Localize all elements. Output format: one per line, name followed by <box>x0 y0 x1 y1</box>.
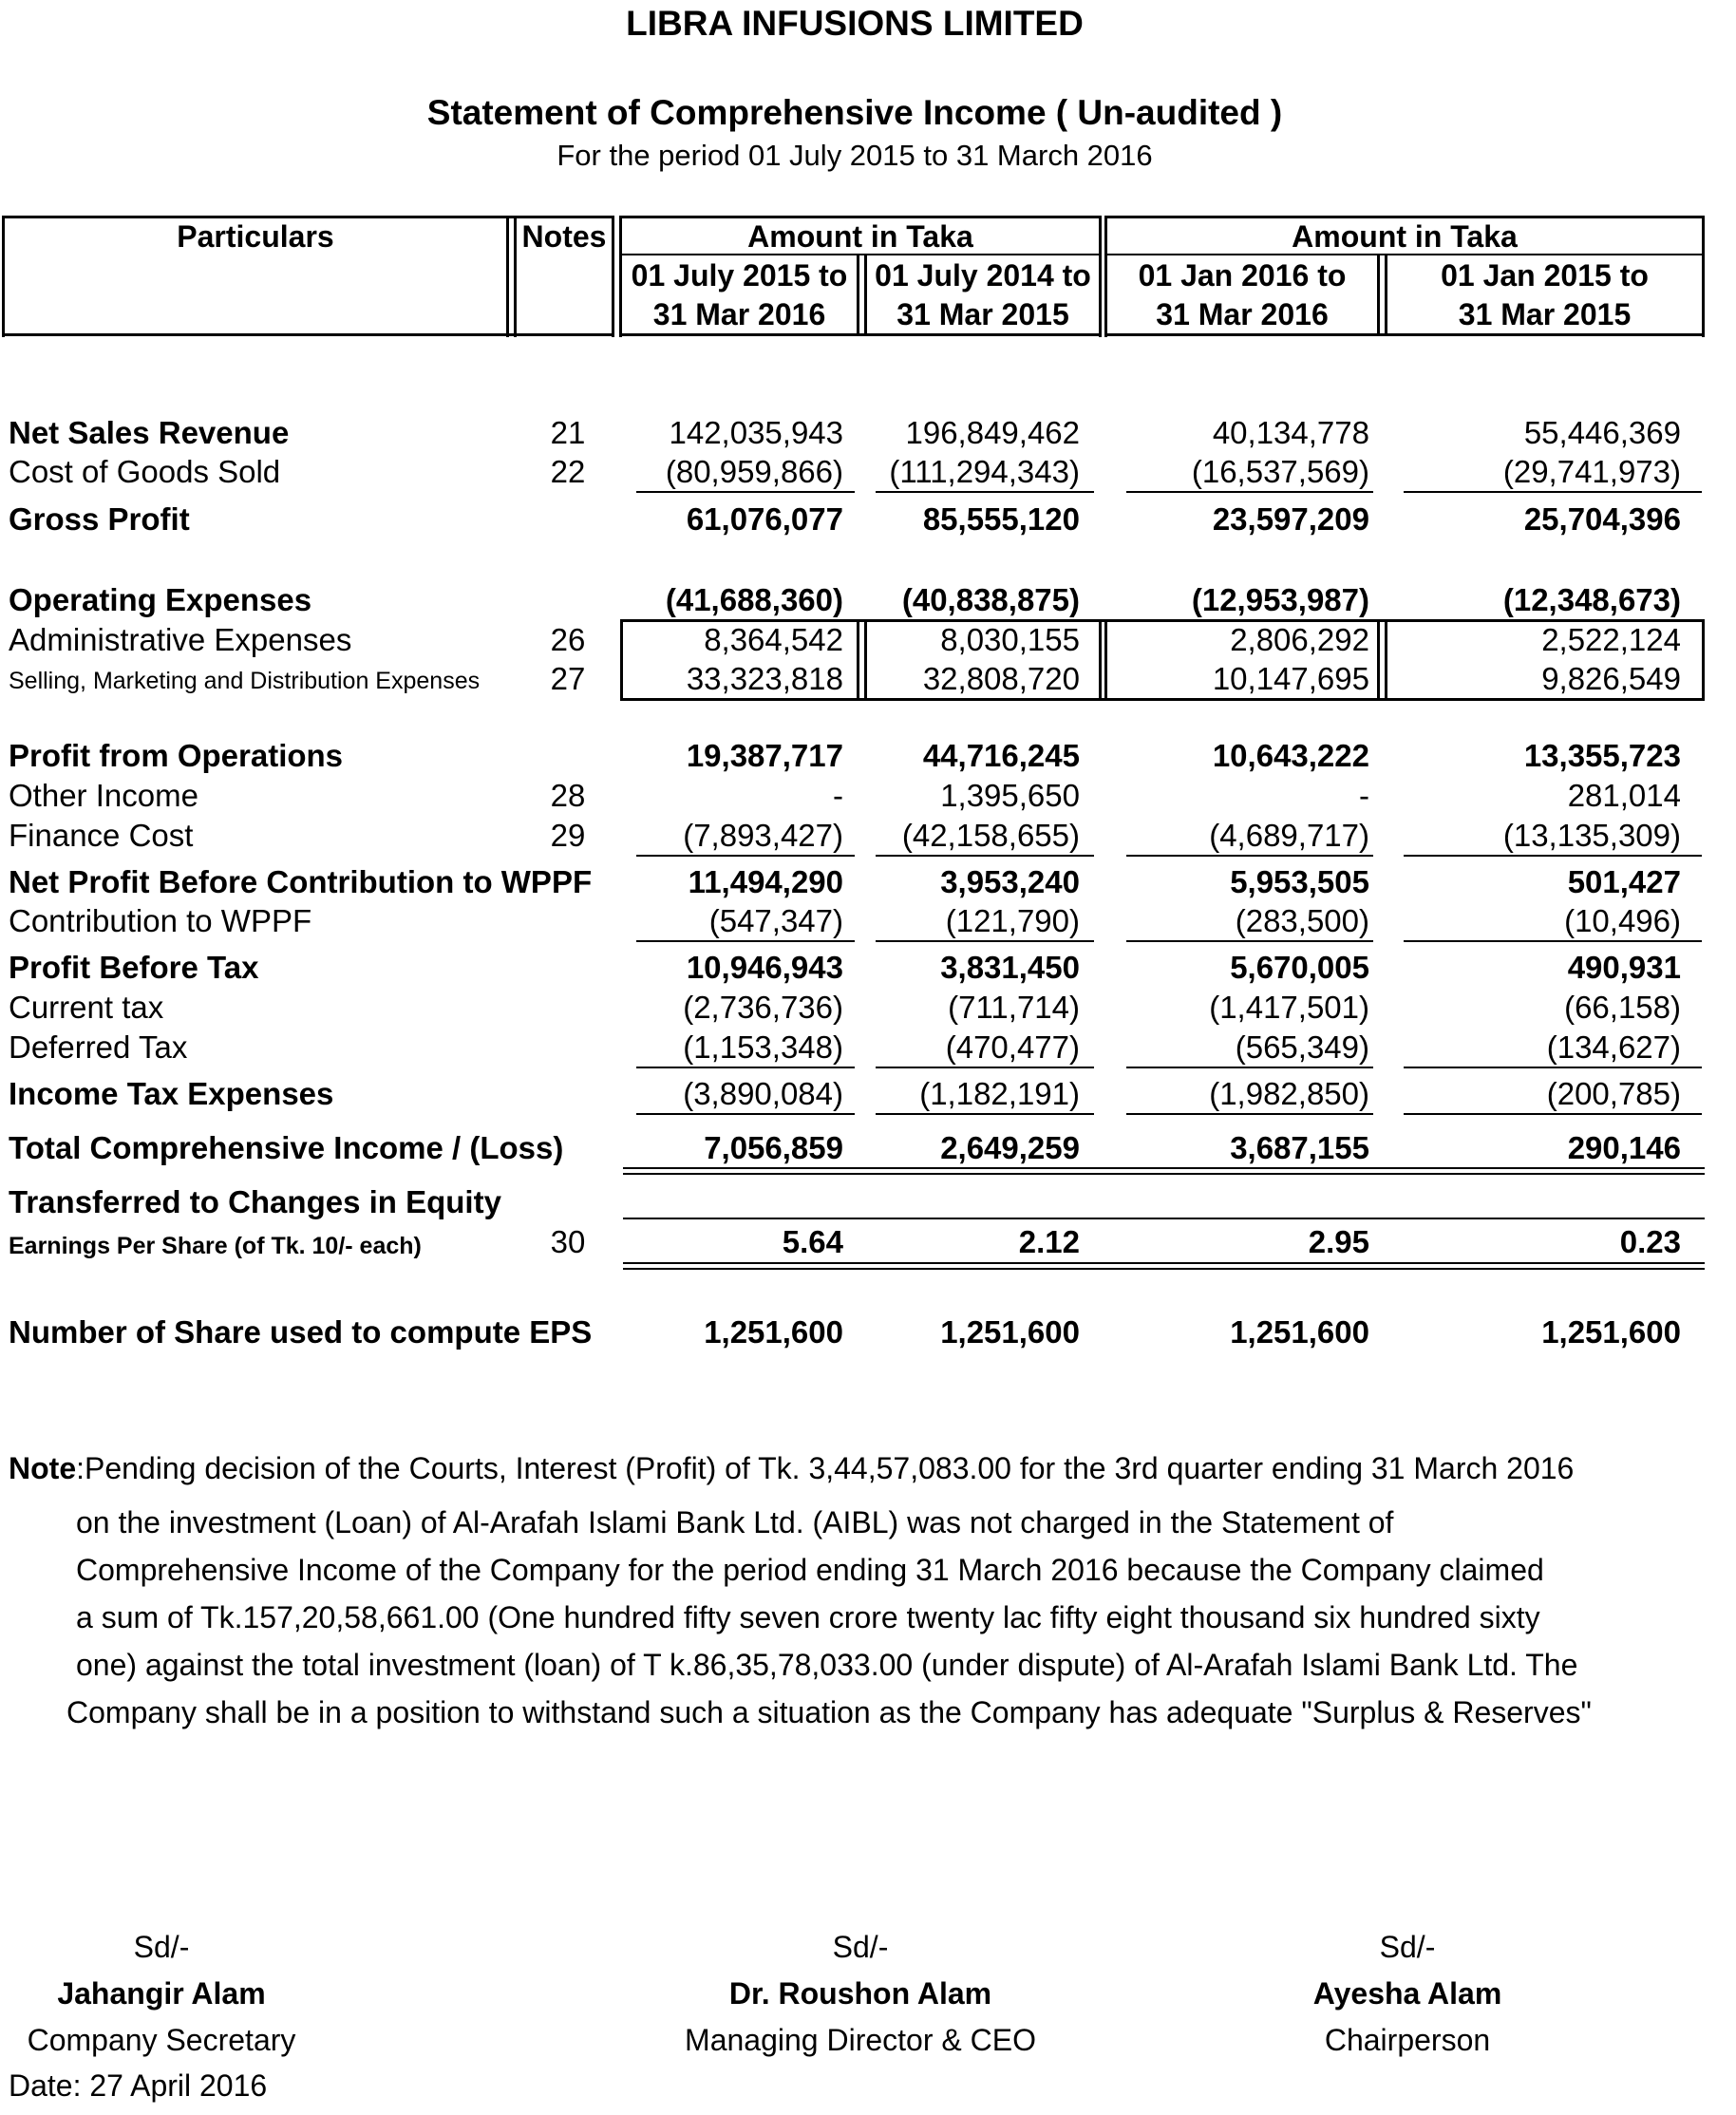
value-col2: 32,808,720 <box>922 661 1080 696</box>
value-col4: (66,158) <box>1564 990 1681 1025</box>
signatory-name: Dr. Roushon Alam <box>728 1976 992 2011</box>
row-label: Deferred Tax <box>9 1029 188 1065</box>
value-col2: (121,790) <box>945 903 1080 938</box>
note-line: one) against the total investment (loan) of T k.86,35,78,033.00 (under dispute) of Al-Arafah Islami Bank Ltd. The <box>76 1648 1578 1682</box>
value-col3: 40,134,778 <box>1212 415 1369 450</box>
report-date: Date: 27 April 2016 <box>9 2068 268 2103</box>
value-col4: 501,427 <box>1567 864 1681 899</box>
row-note: 27 <box>550 661 586 696</box>
value-col4: 1,251,600 <box>1541 1314 1681 1350</box>
amount-group-2: Amount in Taka <box>1292 219 1518 254</box>
value-col3: 5,670,005 <box>1230 950 1369 985</box>
value-col4: (29,741,973) <box>1502 454 1681 489</box>
value-col2: 3,831,450 <box>940 950 1080 985</box>
row-label: Contribution to WPPF <box>9 903 312 938</box>
col1-header-line2: 31 Mar 2016 <box>652 297 826 331</box>
value-col3: 1,251,600 <box>1230 1314 1369 1350</box>
value-col2: (40,838,875) <box>901 582 1080 617</box>
col3-header-line1: 01 Jan 2016 to <box>1138 258 1347 293</box>
company-name: LIBRA INFUSIONS LIMITED <box>626 4 1084 43</box>
value-col3: 5,953,505 <box>1230 864 1369 899</box>
value-col1: (2,736,736) <box>683 990 843 1025</box>
amount-group-1: Amount in Taka <box>747 219 973 254</box>
value-col3: (1,982,850) <box>1209 1076 1369 1111</box>
value-col3: (16,537,569) <box>1191 454 1369 489</box>
value-col2: 2.12 <box>1018 1224 1080 1259</box>
value-col1: 142,035,943 <box>669 415 843 450</box>
value-col3: (4,689,717) <box>1209 818 1369 853</box>
col2-header-line2: 31 Mar 2015 <box>896 297 1069 331</box>
value-col2: 1,395,650 <box>940 778 1080 813</box>
particulars-header: Particulars <box>177 219 334 254</box>
value-col1: 7,056,859 <box>704 1130 843 1165</box>
value-col2: 196,849,462 <box>905 415 1080 450</box>
value-col1: (80,959,866) <box>665 454 843 489</box>
row-label: Finance Cost <box>9 818 194 853</box>
value-col3: 2.95 <box>1308 1224 1369 1259</box>
row-label: Transferred to Changes in Equity <box>9 1184 501 1219</box>
value-col1: 5.64 <box>782 1224 843 1259</box>
row-label: Profit Before Tax <box>9 950 259 985</box>
value-col2: 8,030,155 <box>940 622 1080 657</box>
row-label: Number of Share used to compute EPS <box>9 1314 593 1350</box>
value-col4: 25,704,396 <box>1523 501 1681 537</box>
row-label: Income Tax Expenses <box>9 1076 334 1111</box>
note-line: Company shall be in a position to withstand such a situation as the Company has adequate "Surplus & Reserves" <box>66 1695 1592 1729</box>
value-col3: (283,500) <box>1235 903 1369 938</box>
row-note: 30 <box>550 1224 586 1259</box>
row-note: 28 <box>550 778 586 813</box>
value-col2: (1,182,191) <box>919 1076 1080 1111</box>
value-col2: (470,477) <box>945 1029 1080 1065</box>
value-col4: 2,522,124 <box>1541 622 1681 657</box>
row-label: Current tax <box>9 990 164 1025</box>
row-label: Administrative Expenses <box>9 622 352 657</box>
row-note: 26 <box>550 622 586 657</box>
value-col1: 19,387,717 <box>686 738 843 773</box>
value-col3: 3,687,155 <box>1230 1130 1369 1165</box>
value-col1: (7,893,427) <box>683 818 843 853</box>
value-col1: 8,364,542 <box>704 622 843 657</box>
value-col1: 10,946,943 <box>686 950 843 985</box>
value-col3: - <box>1359 778 1369 813</box>
value-col4: (10,496) <box>1564 903 1681 938</box>
row-label: Operating Expenses <box>9 582 312 617</box>
statement-title: Statement of Comprehensive Income ( Un-audited ) <box>426 93 1283 132</box>
value-col4: 490,931 <box>1567 950 1681 985</box>
signature-sd: Sd/- <box>1379 1930 1436 1964</box>
signatory-title: Company Secretary <box>27 2023 296 2057</box>
value-col1: 11,494,290 <box>688 864 843 899</box>
row-label: Gross Profit <box>9 501 190 537</box>
note-line: :Pending decision of the Courts, Interest (Profit) of Tk. 3,44,57,083.00 for the 3rd quarter ending 31 March 2016 <box>76 1451 1575 1485</box>
value-col2: 2,649,259 <box>940 1130 1080 1165</box>
value-col2: 85,555,120 <box>922 501 1080 537</box>
row-note: 21 <box>550 415 586 450</box>
note-prefix: Note <box>9 1451 77 1485</box>
col3-header-line2: 31 Mar 2016 <box>1156 297 1329 331</box>
signatory-name: Ayesha Alam <box>1312 1976 1502 2011</box>
value-col3: (565,349) <box>1235 1029 1369 1065</box>
signatory-name: Jahangir Alam <box>57 1976 266 2011</box>
value-col2: 44,716,245 <box>922 738 1080 773</box>
value-col2: (111,294,343) <box>889 454 1080 489</box>
value-col1: (547,347) <box>708 903 843 938</box>
value-col4: 55,446,369 <box>1523 415 1681 450</box>
col1-header-line1: 01 July 2015 to <box>631 258 848 293</box>
signature-sd: Sd/- <box>133 1930 190 1964</box>
value-col2: 1,251,600 <box>940 1314 1080 1350</box>
value-col3: (1,417,501) <box>1209 990 1369 1025</box>
col4-header-line1: 01 Jan 2015 to <box>1441 258 1649 293</box>
value-col3: 2,806,292 <box>1230 622 1369 657</box>
value-col2: 3,953,240 <box>940 864 1080 899</box>
row-label: Profit from Operations <box>9 738 344 773</box>
value-col1: 33,323,818 <box>686 661 843 696</box>
signature-sd: Sd/- <box>832 1930 889 1964</box>
note-line: on the investment (Loan) of Al-Arafah Islami Bank Ltd. (AIBL) was not charged in the Statement of <box>76 1505 1394 1539</box>
row-label: Selling, Marketing and Distribution Expenses <box>9 668 481 694</box>
value-col1: (3,890,084) <box>683 1076 843 1111</box>
signatory-title: Managing Director & CEO <box>685 2023 1036 2057</box>
row-note: 22 <box>550 454 586 489</box>
row-label: Earnings Per Share (of Tk. 10/- each) <box>9 1233 422 1259</box>
value-col4: (12,348,673) <box>1502 582 1681 617</box>
value-col3: (12,953,987) <box>1191 582 1369 617</box>
value-col4: 281,014 <box>1567 778 1681 813</box>
note-line: Comprehensive Income of the Company for the period ending 31 March 2016 because the Company claimed <box>76 1553 1544 1587</box>
value-col3: 23,597,209 <box>1212 501 1369 537</box>
row-label: Net Sales Revenue <box>9 415 290 450</box>
value-col2: (711,714) <box>948 990 1080 1025</box>
value-col2: (42,158,655) <box>901 818 1080 853</box>
note-line: a sum of Tk.157,20,58,661.00 (One hundred fifty seven crore twenty lac fifty eight thousand six hundred sixty <box>76 1600 1540 1634</box>
value-col1: (41,688,360) <box>665 582 843 617</box>
statement-period: For the period 01 July 2015 to 31 March 2016 <box>557 139 1153 172</box>
value-col4: 13,355,723 <box>1523 738 1681 773</box>
value-col4: 0.23 <box>1619 1224 1681 1259</box>
row-label: Other Income <box>9 778 198 813</box>
value-col4: (200,785) <box>1546 1076 1681 1111</box>
value-col1: 61,076,077 <box>686 501 843 537</box>
signatory-title: Chairperson <box>1324 2023 1491 2057</box>
value-col4: (134,627) <box>1546 1029 1681 1065</box>
value-col1: - <box>833 778 843 813</box>
value-col4: (13,135,309) <box>1502 818 1681 853</box>
value-col1: (1,153,348) <box>683 1029 843 1065</box>
value-col4: 9,826,549 <box>1541 661 1681 696</box>
col2-header-line1: 01 July 2014 to <box>875 258 1091 293</box>
value-col3: 10,147,695 <box>1212 661 1369 696</box>
row-label: Net Profit Before Contribution to WPPF <box>9 864 593 899</box>
value-col4: 290,146 <box>1567 1130 1681 1165</box>
row-label: Cost of Goods Sold <box>9 454 281 489</box>
row-label: Total Comprehensive Income / (Loss) <box>9 1130 564 1165</box>
value-col1: 1,251,600 <box>704 1314 843 1350</box>
value-col3: 10,643,222 <box>1212 738 1369 773</box>
row-note: 29 <box>550 818 586 853</box>
notes-header: Notes <box>521 219 607 254</box>
col4-header-line2: 31 Mar 2015 <box>1458 297 1632 331</box>
